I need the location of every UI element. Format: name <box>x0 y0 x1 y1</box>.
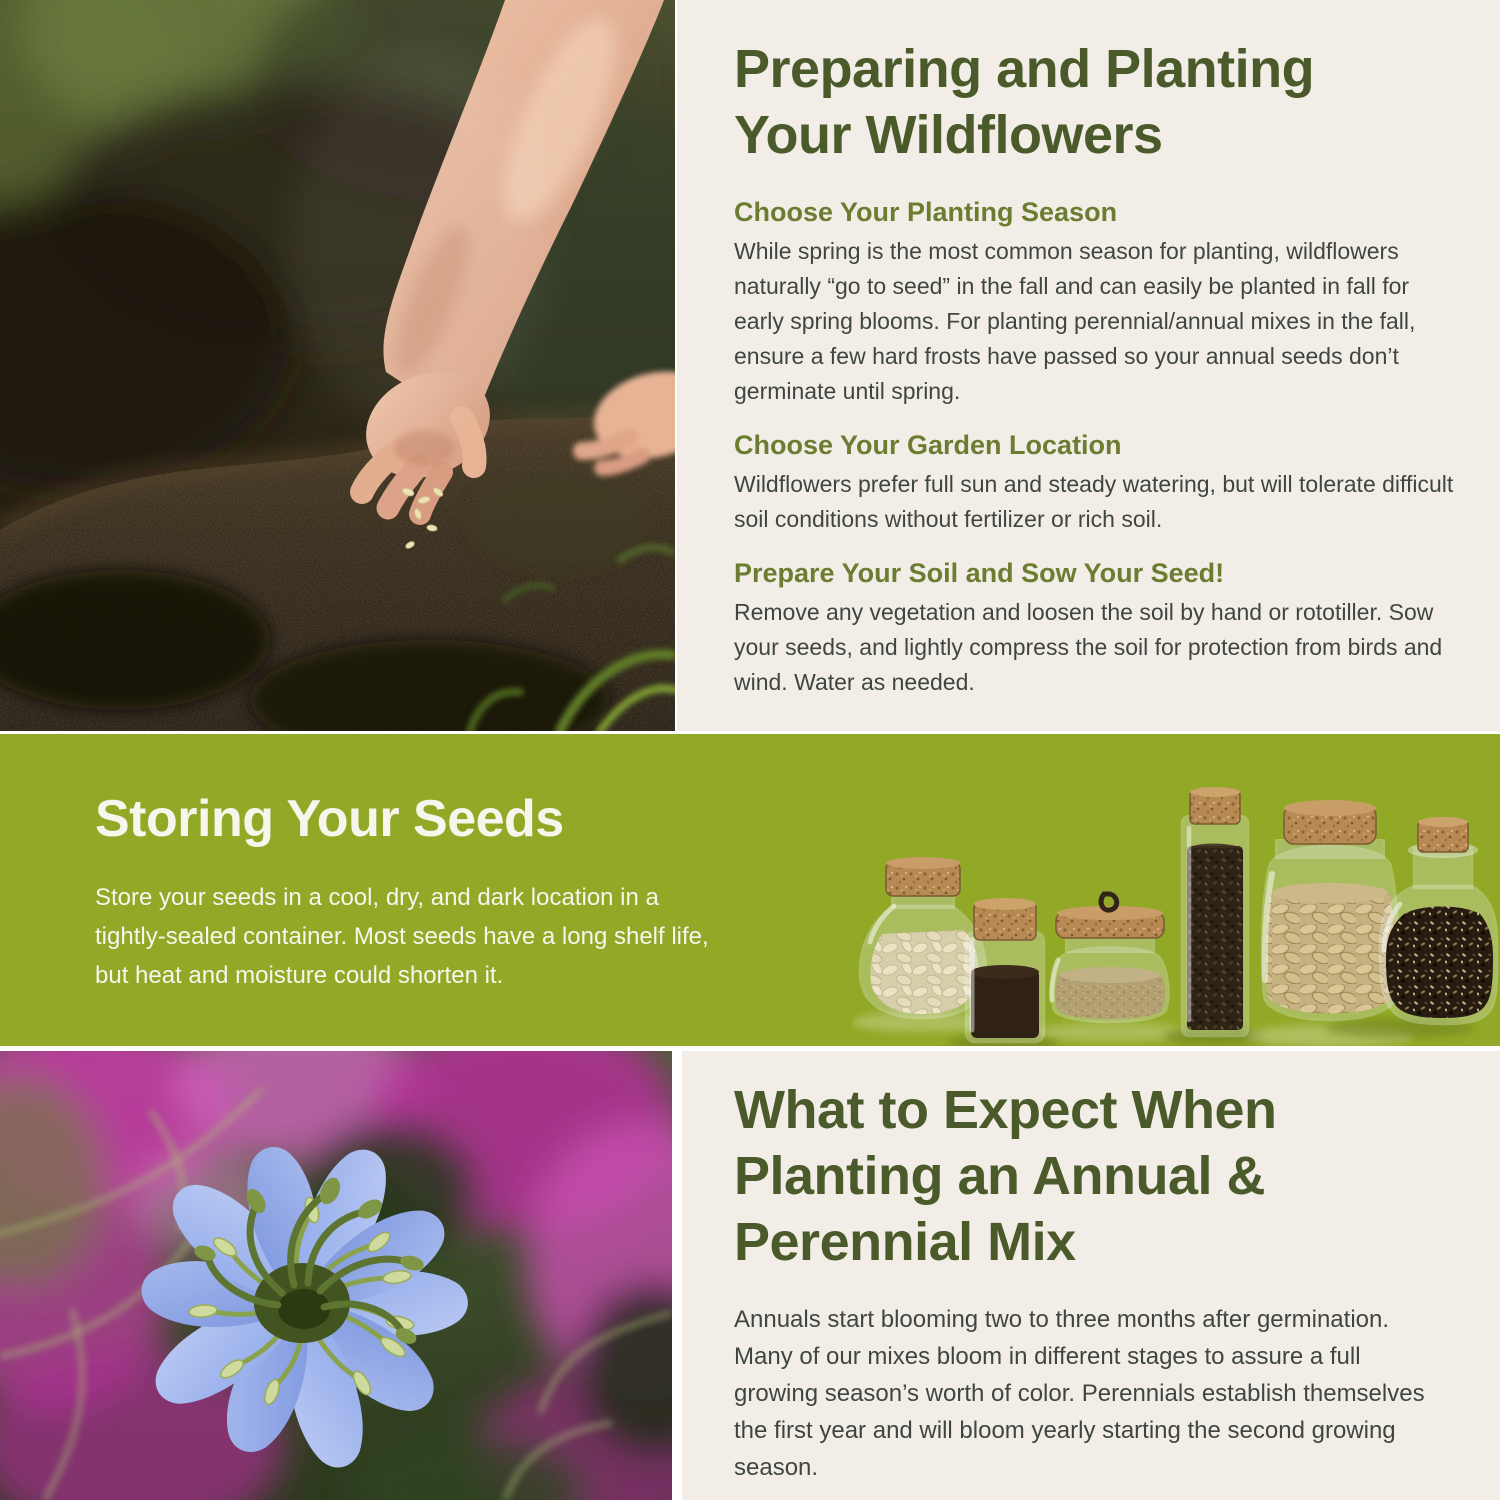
bottom-heading-line3: Perennial Mix <box>734 1212 1076 1272</box>
bottom-heading-line2: Planting an Annual & <box>734 1146 1266 1206</box>
subsection-heading-garden-location: Choose Your Garden Location <box>734 430 1122 460</box>
soil-sowing-photo <box>0 0 675 731</box>
band-heading: Storing Your Seeds <box>95 790 564 848</box>
subsection-body-garden-location: Wildflowers prefer full sun and steady watering, but will tolerate difficult soil conditions without fertilizer or rich soil. <box>734 471 1454 532</box>
subsection-heading-prepare-soil: Prepare Your Soil and Sow Your Seed! <box>734 558 1225 588</box>
storing-seeds-band <box>0 734 1500 1046</box>
page-title-line2: Your Wildflowers <box>734 105 1163 165</box>
jar-dark-powder <box>966 898 1044 1042</box>
top-content-panel <box>677 0 1500 731</box>
band-text-block <box>95 790 740 995</box>
jar-pumpkin-seeds <box>1262 800 1398 1020</box>
page-title <box>734 36 1456 168</box>
subsection-body-prepare-soil: Remove any vegetation and loosen the soil by hand or rototiller. Sow your seeds, and lightly compress the soil for protection from birds and wind. Water as needed. <box>734 599 1443 695</box>
seed-jars-photo <box>852 744 1500 1046</box>
subsection-body-planting-season: While spring is the most common season for planting, wildflowers naturally “go to seed” in the fall and can easily be planted in fall for early spring blooms. For planting perennial/annual mixes in the fall, ensure a few hard frosts have passed so your annual seeds don’t germinate until spring. <box>734 238 1416 404</box>
nigella-flower-photo <box>0 1051 672 1500</box>
bottom-body: Annuals start blooming two to three months after germination. Many of our mixes bloom in different stages to assure a full growing season’s worth of color. Perennials establish themselves the first year and will bloom yearly starting the second growing season. <box>734 1306 1425 1481</box>
jar-tall-dark-seeds <box>1182 787 1248 1036</box>
bottom-content-panel <box>682 1051 1500 1500</box>
page-title-line1: Preparing and Planting <box>734 39 1315 99</box>
bottom-heading <box>734 1077 1456 1275</box>
jar-tan-seeds <box>1052 894 1169 1022</box>
bottom-heading-line1: What to Expect When <box>734 1080 1277 1140</box>
subsection-heading-planting-season: Choose Your Planting Season <box>734 197 1118 227</box>
band-body: Store your seeds in a cool, dry, and dark location in a tightly-sealed container. Most seeds have a long shelf life, but heat and moisture could shorten it. <box>95 884 709 989</box>
jar-mixed-seeds <box>1380 817 1497 1024</box>
